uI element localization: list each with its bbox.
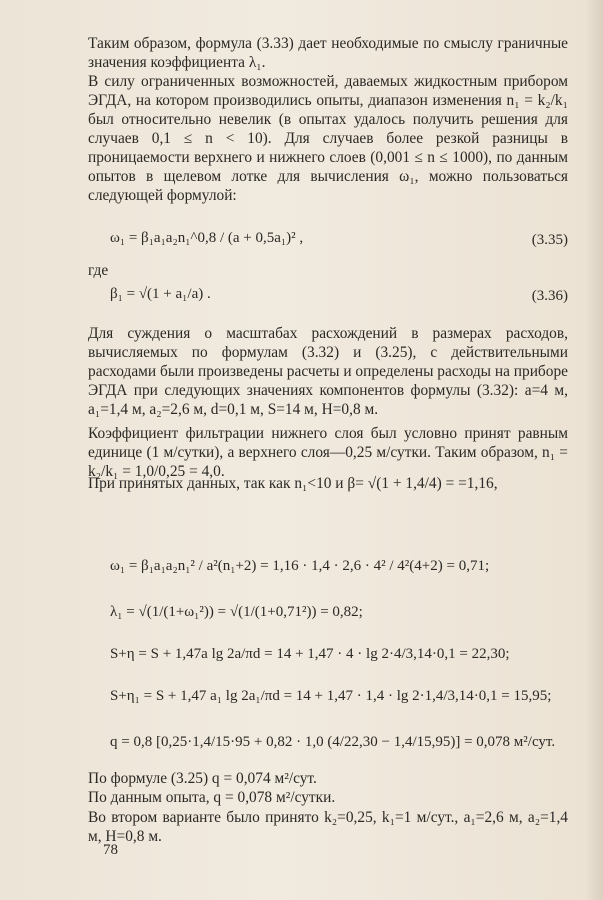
page-number: 78 [103,842,118,858]
equation-number-3-35: (3.35) [531,232,568,248]
calculation-s-eta: S+η = S + 1,47a lg 2a/πd = 14 + 1,47 · 4 · lg 2·4/3,14·0,1 = 22,30; [110,646,510,662]
calculation-q: q = 0,8 [0,25·1,4/15·95 + 0,82 · 1,0 (4/22,30 − 1,4/15,95)] = 0,078 м²/сут. [110,734,556,750]
paragraph-3: Для суждения о масштабах расхождений в размерах расходов, вычисляемых по формулам (3.32) и (3.25), с действительными расходами были произведены расчеты и определены расходы на приборе ЭГДА при следующих значениях компонентов формулы (3.32): a=4 м, a₁=1,4 м, a₂=2,6 м, d=0,1 м, S=14 м, H=0,8 м. [88,325,568,418]
paragraph-4: Коэффициент фильтрации нижнего слоя был условно принят равным единице (1 м/сутки), а верхнего слоя—0,25 м/сутки. Таким образом, n₁ = k₂/k₁ = 1,0/0,25 = 4,0. [88,425,568,480]
where-label: где [88,262,109,279]
result-formula: По формуле (3.25) q = 0,074 м²/сут. [88,770,317,787]
paragraph-5: При принятых данных, так как n₁<10 и β= √(1 + 1,4/4) = =1,16, [88,475,498,492]
paragraph-1: Таким образом, формула (3.33) дает необходимые по смыслу граничные значения коэффициента λ₁. [88,35,568,71]
formula-3-35: ω₁ = β₁a₁a₂n₁^0,8 / (a + 0,5a₁)² , [110,230,304,246]
equation-number-3-36: (3.36) [531,288,568,304]
result-experiment: По данным опыта, q = 0,078 м²/сутки. [88,789,336,806]
second-variant-text: Во втором варианте было принято k₂=0,25, k₁=1 м/сут., a₁=2,6 м, a₂=1,4 м, H=0,8 м. [88,809,568,845]
formula-3-36: β₁ = √(1 + a₁/a) . [110,286,211,302]
page-edge-shadow [585,0,603,900]
calculation-s-eta1: S+η₁ = S + 1,47 a₁ lg 2a₁/πd = 14 + 1,47 · 1,4 · lg 2·1,4/3,14·0,1 = 15,95; [110,688,552,704]
calculation-lambda: λ₁ = √(1/(1+ω₁²)) = √(1/(1+0,71²)) = 0,82; [110,604,363,620]
calculation-omega: ω₁ = β₁a₁a₂n₁² / a²(n₁+2) = 1,16 · 1,4 · 2,6 · 4² / 4²(4+2) = 0,71; [110,558,490,574]
paragraph-2: В силу ограниченных возможностей, даваемых жидкостным прибором ЭГДА, на котором производились опыты, диапазон изменения n₁ = k₂/k₁ был относительно невелик (в опытах удалось получить решения для случаев 0,1 ≤ n < 10). Для случаев более резкой разницы в проницаемости верхнего и нижнего слоев (0,001 ≤ n ≤ 1000), по данным опытов в щелевом лотке для вычисления ω₁, можно пользоваться следующей формулой: [88,73,568,204]
